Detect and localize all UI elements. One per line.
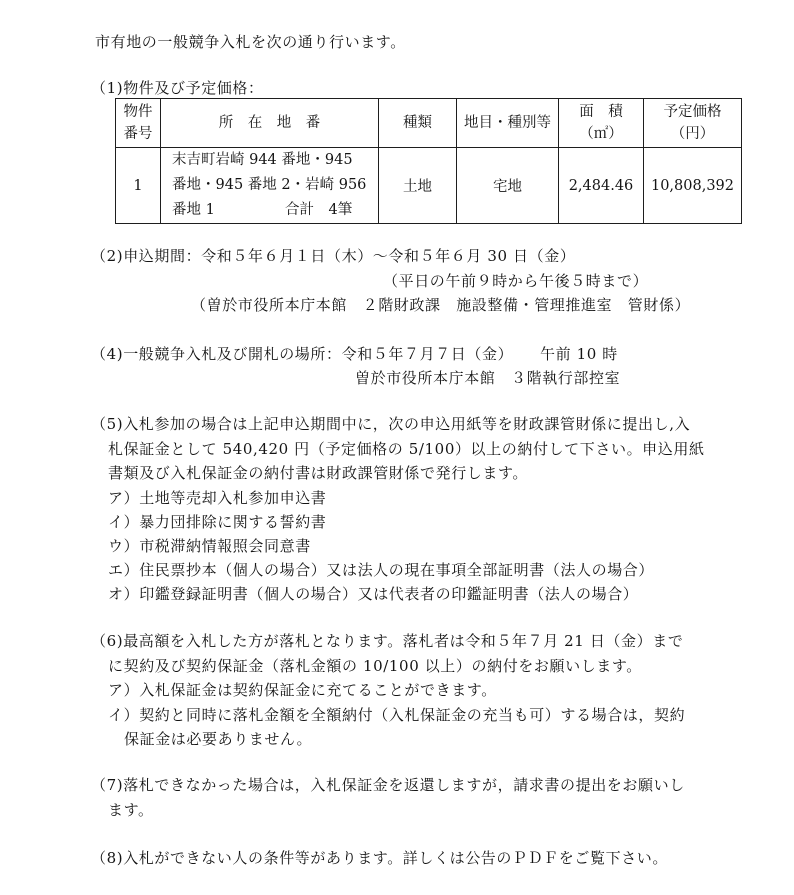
item-2-hours: （平日の午前９時から午後５時まで） bbox=[383, 272, 649, 290]
item-7-line: ます。 bbox=[108, 801, 154, 819]
header-property-number bbox=[116, 99, 161, 148]
item-7-line: （7)落札できなかった場合は，入札保証金を返還しますが，請求書の提出をお願いし bbox=[91, 776, 685, 794]
header-location bbox=[161, 99, 379, 148]
location-line: 番地 1 bbox=[172, 202, 215, 218]
document-list-item: ア）土地等売却入札参加申込書 bbox=[108, 489, 327, 507]
property-table bbox=[115, 98, 742, 224]
item-4-place: 曽於市役所本庁本館 ３階執行部控室 bbox=[355, 369, 621, 387]
table-row bbox=[116, 148, 742, 224]
cell-property-number: 1 bbox=[116, 148, 161, 224]
cell-area: 2,484.46 bbox=[559, 148, 644, 224]
location-total: 合計 4筆 bbox=[285, 202, 353, 218]
document-list-item: イ）暴力団排除に関する誓約書 bbox=[108, 513, 327, 531]
item-6-line: （6)最高額を入札した方が落札となります。落札者は令和５年７月 21 日（金）まで bbox=[91, 632, 684, 650]
item-5-line: 書類及び入札保証金の納付書は財政課管財係で発行します。 bbox=[108, 464, 529, 482]
location-block bbox=[161, 148, 378, 223]
header-unit: （円） bbox=[670, 126, 715, 142]
item-6-line: に契約及び契約保証金（落札金額の 10/100 以上）の納付をお願いします。 bbox=[108, 657, 642, 675]
cell-type: 土地 bbox=[379, 148, 457, 224]
header-category bbox=[457, 99, 559, 148]
document-list-item: ウ）市税滞納情報照会同意書 bbox=[108, 537, 311, 555]
item-5-line: 札保証金として 540,420 円（予定価格の 5/100）以上の納付して下さい。申込用紙 bbox=[108, 440, 705, 458]
header-text: 物件 bbox=[123, 104, 153, 120]
item-4-time: 午前 10 時 bbox=[540, 345, 618, 363]
header-unit: （㎡） bbox=[579, 126, 623, 142]
cell-location bbox=[161, 148, 379, 224]
item-6-note: イ）契約と同時に落札金額を全額納付（入札保証金の充当も可）する場合は，契約 bbox=[108, 706, 686, 724]
location-line-last bbox=[172, 198, 378, 223]
item-2-heading: （2)申込期間：令和５年６月１日（木）～令和５年６月 30 日（金） bbox=[91, 247, 576, 265]
location-line: 末吉町岩崎 944 番地・945 bbox=[172, 152, 353, 168]
item-6-note: ア）入札保証金は契約保証金に充てることができます。 bbox=[108, 681, 497, 699]
document-list-item: オ）印鑑登録証明書（個人の場合）又は代表者の印鑑証明書（法人の場合） bbox=[108, 585, 639, 603]
header-text: 所 在 地 番 bbox=[218, 115, 321, 131]
intro-text: 市有地の一般競争入札を次の通り行います。 bbox=[95, 33, 406, 51]
item-6-note-continuation: 保証金は必要ありません。 bbox=[124, 730, 313, 748]
item-8-heading: （8)入札ができない人の条件等があります。詳しくは公告のＰＤＦをご覧下さい。 bbox=[91, 849, 668, 867]
header-type bbox=[379, 99, 457, 148]
header-text: 面 積 bbox=[579, 104, 623, 120]
header-text: 種類 bbox=[403, 115, 432, 131]
item-2-office: （曽於市役所本庁本館 ２階財政課 施設整備・管理推進室 管財係） bbox=[191, 296, 691, 314]
cell-category: 宅地 bbox=[457, 148, 559, 224]
cell-price: 10,808,392 bbox=[644, 148, 742, 224]
table-header-row bbox=[116, 99, 742, 148]
item-5-line: （5)入札参加の場合は上記申込期間中に，次の申込用紙等を財政課管財係に提出し,入 bbox=[91, 415, 691, 433]
header-area bbox=[559, 99, 644, 148]
document-list-item: エ）住民票抄本（個人の場合）又は法人の現在事項全部証明書（法人の場合） bbox=[108, 561, 655, 579]
item-4-heading: （4)一般競争入札及び開札の場所：令和５年７月７日（金） bbox=[91, 345, 514, 363]
header-text: 地目・種別等 bbox=[464, 115, 551, 131]
header-price bbox=[644, 99, 742, 148]
header-text: 番号 bbox=[123, 126, 153, 142]
item-1-heading: （1)物件及び予定価格： bbox=[91, 79, 264, 97]
location-line: 番地・945 番地 2・岩崎 956 bbox=[172, 177, 367, 193]
header-text: 予定価格 bbox=[663, 104, 722, 120]
